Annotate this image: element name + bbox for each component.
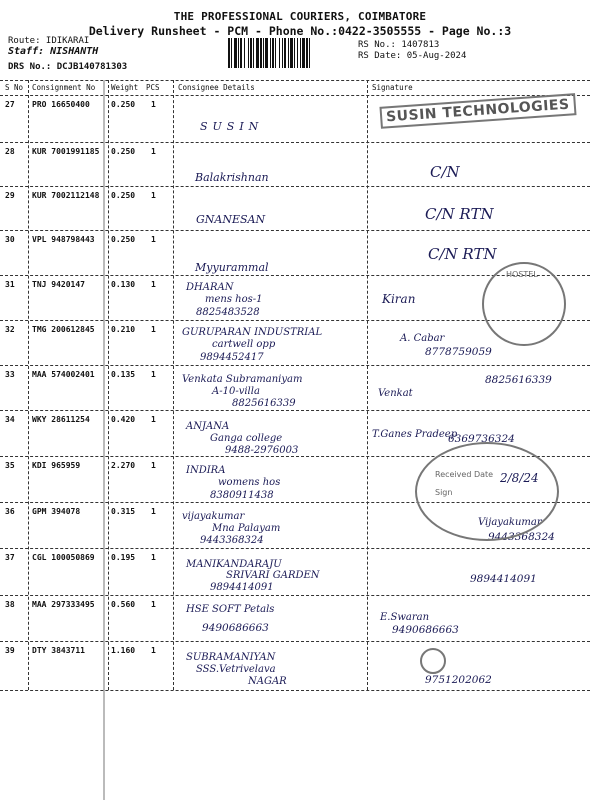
signature-text: C/N RTN	[425, 205, 494, 223]
seal-text-sign: Sign	[435, 488, 453, 497]
row-weight: 0.250	[111, 191, 136, 200]
consignee-line-2: mens hos-1	[205, 294, 263, 305]
table-row	[0, 549, 600, 595]
col-sno: S No	[5, 83, 24, 92]
row-sno: 33	[5, 370, 15, 379]
row-weight: 2.270	[111, 461, 136, 470]
row-weight: 1.160	[111, 646, 136, 655]
barcode-bar	[282, 38, 283, 68]
table-row	[0, 187, 600, 233]
consignee-line-1: vijayakumar	[182, 511, 245, 522]
row-consignment: VPL 948798443	[32, 235, 95, 244]
row-sno: 39	[5, 646, 15, 655]
consignee-line-1: INDIRA	[186, 465, 226, 476]
consignee-line-2: cartwell opp	[212, 339, 276, 350]
row-consignment: PRO 16650400	[32, 100, 90, 109]
row-pcs: 1	[151, 553, 156, 562]
barcode-bar	[275, 38, 276, 68]
consignee-line-1: HSE SOFT Petals	[186, 604, 275, 615]
barcode-image	[228, 38, 352, 68]
barcode-bar	[253, 38, 254, 68]
row-pcs: 1	[151, 191, 156, 200]
row-pcs: 1	[151, 147, 156, 156]
signature-phone: 8825616339	[485, 374, 552, 386]
barcode-bar	[248, 38, 249, 68]
row-sno: 29	[5, 191, 15, 200]
row-weight: 0.315	[111, 507, 136, 516]
signature-phone: 9490686663	[392, 624, 459, 636]
col-pcs: PCS	[146, 83, 160, 92]
row-weight: 0.250	[111, 100, 136, 109]
consignee-name: SUSIN	[200, 120, 264, 133]
consignee-line-3: 8825616339	[232, 398, 296, 409]
barcode-bar	[250, 38, 252, 68]
barcode-bar	[234, 38, 237, 68]
row-sno: 32	[5, 325, 15, 334]
barcode-bar	[288, 38, 289, 68]
row-sno: 38	[5, 600, 15, 609]
barcode-bar	[279, 38, 280, 68]
seal-text-hostel: HOSTEL	[506, 270, 538, 279]
barcode-bar	[265, 38, 268, 68]
row-sno: 28	[5, 147, 15, 156]
consignee-line-1: DHARAN	[186, 282, 234, 293]
signature-text: Kiran	[382, 292, 416, 306]
barcode-bar	[228, 38, 230, 68]
consignee-line-1: Venkata Subramaniyam	[182, 374, 303, 385]
consignee-name: GNANESAN	[196, 213, 266, 226]
row-pcs: 1	[151, 415, 156, 424]
consignee-line-2: 9490686663	[202, 622, 269, 634]
signature-phone: 6369736324	[448, 433, 515, 445]
barcode-bar	[256, 38, 259, 68]
barcode-bar	[302, 38, 305, 68]
row-consignment: TNJ 9420147	[32, 280, 85, 289]
row-pcs: 1	[151, 100, 156, 109]
row-weight: 0.250	[111, 147, 136, 156]
table-row	[0, 143, 600, 189]
rs-date: RS Date: 05-Aug-2024	[358, 51, 467, 61]
consignee-line-3: 8380911438	[210, 490, 274, 501]
row-pcs: 1	[151, 507, 156, 516]
consignee-line-1: ANJANA	[186, 421, 230, 432]
row-rule	[0, 690, 590, 691]
col-weight: Weight	[111, 83, 139, 92]
row-pcs: 1	[151, 325, 156, 334]
consignee-line-1: GURUPARAN INDUSTRIAL	[182, 327, 323, 338]
seal-text-received: Received Date	[435, 470, 494, 479]
consignee-line-2: SRIVARI GARDEN	[226, 570, 320, 581]
row-sno: 35	[5, 461, 15, 470]
row-consignment: KDI 965959	[32, 461, 81, 470]
route-label: Route: IDIKARAI	[8, 36, 90, 46]
rs-number: RS No.: 1407813	[358, 40, 440, 50]
row-weight: 0.130	[111, 280, 136, 289]
small-signature-seal	[420, 648, 446, 674]
row-pcs: 1	[151, 235, 156, 244]
signature-text: C/N RTN	[428, 245, 497, 263]
row-consignment: KUR 7002112148	[32, 191, 100, 200]
row-sno: 37	[5, 553, 15, 562]
barcode-bar	[272, 38, 274, 68]
barcode-bar	[300, 38, 301, 68]
received-seal	[415, 442, 559, 541]
consignee-line-2: A-10-villa	[212, 386, 260, 397]
table-header	[0, 82, 600, 94]
consignee-line-3: 8825483528	[196, 307, 260, 318]
staff-label: Staff: NISHANTH	[8, 46, 99, 57]
barcode-bar	[294, 38, 295, 68]
consignee-line-3: 9894452417	[200, 352, 264, 363]
drs-number: DRS No.: DCJB140781303	[8, 62, 128, 72]
row-weight: 0.135	[111, 370, 136, 379]
row-sno: 34	[5, 415, 15, 424]
row-pcs: 1	[151, 461, 156, 470]
hostel-seal	[482, 262, 566, 346]
runsheet-subtitle: Delivery Runsheet - PCM - Phone No.:0422-3505555 - Page No.:3	[88, 24, 512, 38]
consignee-line-1: MANIKANDARAJU	[186, 559, 282, 570]
company-title: THE PROFESSIONAL COURIERS, COIMBATORE	[173, 10, 427, 23]
row-sno: 30	[5, 235, 15, 244]
row-consignment: CGL 100050869	[32, 553, 95, 562]
signature-line-1: A. Cabar	[400, 333, 445, 344]
signature-line-1: E.Swaran	[380, 612, 430, 623]
row-consignment: GPM 394078	[32, 507, 81, 516]
col-signature: Signature	[372, 83, 413, 92]
barcode-bar	[244, 38, 245, 68]
col-consignee: Consignee Details	[178, 83, 255, 92]
consignee-line-3: NAGAR	[248, 676, 287, 687]
signature-line-1: Vijayakumar	[478, 517, 542, 528]
consignee-line-3: 9894414091	[210, 582, 274, 593]
row-weight: 0.420	[111, 415, 136, 424]
consignee-line-2: womens hos	[218, 477, 281, 488]
row-consignment: MAA 297333495	[32, 600, 95, 609]
signature-phone: 9751202062	[425, 674, 492, 686]
table-row	[0, 642, 600, 688]
signature-phone: 9443368324	[488, 531, 555, 543]
signature-phone: 8778759059	[425, 346, 492, 358]
row-pcs: 1	[151, 646, 156, 655]
table-row	[0, 596, 600, 642]
consignee-line-2: SSS.Vetrivelava	[196, 664, 276, 675]
row-sno: 36	[5, 507, 15, 516]
row-sno: 27	[5, 100, 15, 109]
row-weight: 0.250	[111, 235, 136, 244]
row-consignment: TMG 200612845	[32, 325, 95, 334]
consignee-line-2: Ganga college	[210, 433, 283, 444]
row-consignment: WKY 28611254	[32, 415, 90, 424]
consignee-line-1: SUBRAMANIYAN	[186, 652, 276, 663]
row-weight: 0.560	[111, 600, 136, 609]
barcode-bar	[260, 38, 262, 68]
header-top-rule	[0, 80, 590, 81]
row-weight: 0.210	[111, 325, 136, 334]
barcode-bar	[284, 38, 286, 68]
barcode-bar	[297, 38, 298, 68]
consignee-line-3: 9488-2976003	[225, 445, 299, 456]
row-consignment: MAA 574002401	[32, 370, 95, 379]
barcode-bar	[270, 38, 271, 68]
signature-phone: 9894414091	[470, 573, 537, 585]
susin-technologies-stamp: SUSIN TECHNOLOGIES	[379, 93, 576, 129]
consignee-line-2: Mna Palayam	[212, 523, 281, 534]
barcode-bar	[231, 38, 232, 68]
barcode-bar	[309, 38, 310, 68]
consignee-name: Myyurammal	[195, 261, 269, 274]
consignee-name: Balakrishnan	[195, 171, 269, 184]
signature-text: C/N	[430, 163, 460, 181]
row-sno: 31	[5, 280, 15, 289]
row-weight: 0.195	[111, 553, 136, 562]
barcode-bar	[263, 38, 264, 68]
signature-text: 2/8/24	[500, 471, 539, 485]
row-consignment: KUR 7001991185	[32, 147, 100, 156]
row-consignment: DTY 3843711	[32, 646, 85, 655]
barcode-bar	[290, 38, 293, 68]
row-pcs: 1	[151, 370, 156, 379]
signature-line-1: Venkat	[378, 388, 413, 399]
consignee-line-3: 9443368324	[200, 535, 264, 546]
barcode-bar	[238, 38, 239, 68]
signature-line-1: T.Ganes Pradeep	[372, 429, 458, 440]
barcode-bar	[240, 38, 242, 68]
row-pcs: 1	[151, 280, 156, 289]
barcode-bar	[306, 38, 308, 68]
row-pcs: 1	[151, 600, 156, 609]
table-row	[0, 366, 600, 412]
col-consignment: Consignment No	[32, 83, 96, 92]
